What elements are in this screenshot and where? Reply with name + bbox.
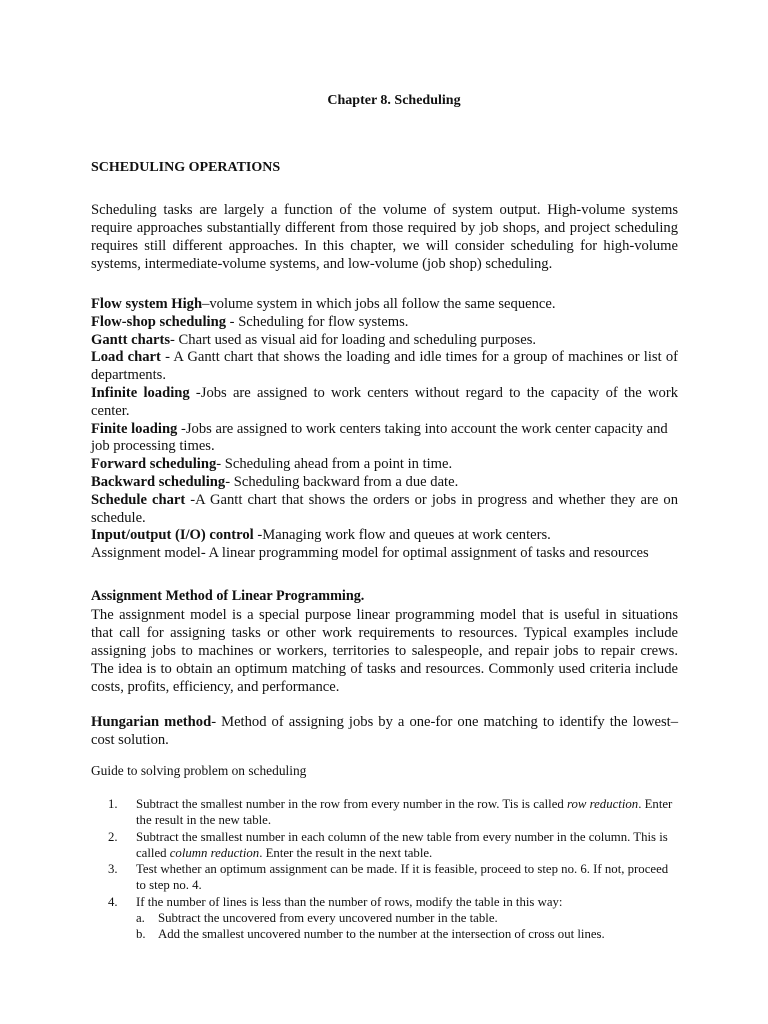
step-number: 2. xyxy=(108,829,118,844)
definition-text: - Chart used as visual aid for loading and scheduling purposes. xyxy=(170,331,537,348)
substep-letter: b. xyxy=(136,927,146,942)
definition-term: Flow-shop scheduling xyxy=(91,313,227,330)
substep-text: Add the smallest uncovered number to the number at the intersection of cross out lines. xyxy=(158,927,605,942)
hungarian-paragraph xyxy=(91,713,678,749)
step-text-part: . Enter the result in the new table. xyxy=(136,797,673,828)
definition-term: Backward scheduling xyxy=(91,473,226,490)
step-emphasis: column reduction xyxy=(169,845,260,860)
definition-text: Assignment model- A linear programming model for optimal assignment of tasks and resources xyxy=(91,545,649,562)
step-number: 1. xyxy=(108,797,118,811)
hungarian-term: Hungarian method xyxy=(91,714,212,730)
step-emphasis: row reduction xyxy=(566,797,639,811)
definitions-list xyxy=(91,296,678,563)
definition-term: Forward scheduling xyxy=(91,456,217,473)
step-text-part: . Enter the result in the next table. xyxy=(259,845,433,860)
step-number: 3. xyxy=(108,862,118,877)
step-item xyxy=(108,829,678,862)
step-item xyxy=(108,796,678,829)
definition-item xyxy=(91,545,678,563)
definition-item xyxy=(91,492,678,528)
steps-list xyxy=(108,796,678,943)
definition-item xyxy=(91,456,678,474)
definition-item xyxy=(91,474,678,492)
definition-text: - Scheduling backward from a due date. xyxy=(225,473,459,490)
step-item xyxy=(108,894,678,910)
definition-text: - A Gantt chart that shows the loading and idle times for a group of machines or list of departments. xyxy=(91,349,678,384)
definition-item xyxy=(91,349,678,385)
definition-term: Schedule chart xyxy=(91,491,186,508)
definition-text: –volume system in which jobs all follow the same sequence. xyxy=(202,296,556,312)
definition-item xyxy=(91,385,678,421)
definition-item xyxy=(91,296,678,314)
definition-text: - Scheduling ahead from a point in time. xyxy=(216,456,453,473)
definition-item xyxy=(91,332,678,350)
definition-text: -Jobs are assigned to work centers taking into account the work center capacity and job processing times. xyxy=(91,420,668,455)
definition-term: Load chart xyxy=(91,349,161,366)
section-heading: SCHEDULING OPERATIONS xyxy=(91,160,281,175)
step-text-part: Subtract the smallest number in each column of the new table from every number in the column. This is called xyxy=(136,829,668,860)
step-text-part: Subtract the smallest number in the row from every number in the row. Tis is called xyxy=(136,797,567,811)
definition-term: Finite loading xyxy=(91,420,178,437)
substep-letter: a. xyxy=(136,911,145,926)
chapter-title: Chapter 8. Scheduling xyxy=(327,93,461,108)
assignment-heading: Assignment Method of Linear Programming. xyxy=(91,588,365,604)
definition-term: Input/output (I/O) control xyxy=(91,527,254,544)
definition-text: - Scheduling for flow systems. xyxy=(226,313,409,330)
definition-text: -Jobs are assigned to work centers without regard to the capacity of the work center. xyxy=(91,384,679,419)
definition-item xyxy=(91,421,678,457)
substep-item xyxy=(136,926,678,942)
substep-text: Subtract the uncovered from every uncovered number in the table. xyxy=(158,911,498,926)
definition-item xyxy=(91,314,678,332)
hungarian-text: - Method of assigning jobs by a one-for one matching to identify the lowest–cost solution. xyxy=(91,714,678,748)
definition-term: Gantt charts xyxy=(91,331,171,348)
step-text: Test whether an optimum assignment can be made. If it is feasible, proceed to step no. 6. If not, proceed to step no. 4. xyxy=(136,862,669,893)
definition-term: Infinite loading xyxy=(91,384,190,401)
definition-text: -A Gantt chart that shows the orders or jobs in progress and whether they are on schedule. xyxy=(91,491,678,526)
step-text xyxy=(136,796,678,829)
assignment-paragraph: The assignment model is a special purpose linear programming model that is useful in situations that call for assigning tasks or other work requirements to resources. Typical examples include assigning jobs to machines or workers, territories to salespeople, and repair jobs to repair crews. The idea is to obtain an optimum matching of tasks and resources. Commonly used criteria include costs, profits, efficiency, and performance. xyxy=(91,607,678,695)
substep-item xyxy=(136,910,678,926)
guide-title: Guide to solving problem on scheduling xyxy=(91,763,307,778)
step-text xyxy=(136,829,678,862)
definition-text: -Managing work flow and queues at work centers. xyxy=(253,527,551,544)
step-item xyxy=(108,861,678,894)
intro-paragraph: Scheduling tasks are largely a function of the volume of system output. High-volume systems require approaches substantially different from those required by job shops, and project scheduling requires still different approaches. In this chapter, we will consider scheduling for high-volume systems, intermediate-volume systems, and low-volume (job shop) scheduling. xyxy=(91,202,678,272)
definition-term: Flow system High xyxy=(91,296,203,312)
definition-item xyxy=(91,527,678,545)
step-text: If the number of lines is less than the number of rows, modify the table in this way: xyxy=(136,894,563,909)
step-number: 4. xyxy=(108,894,118,909)
